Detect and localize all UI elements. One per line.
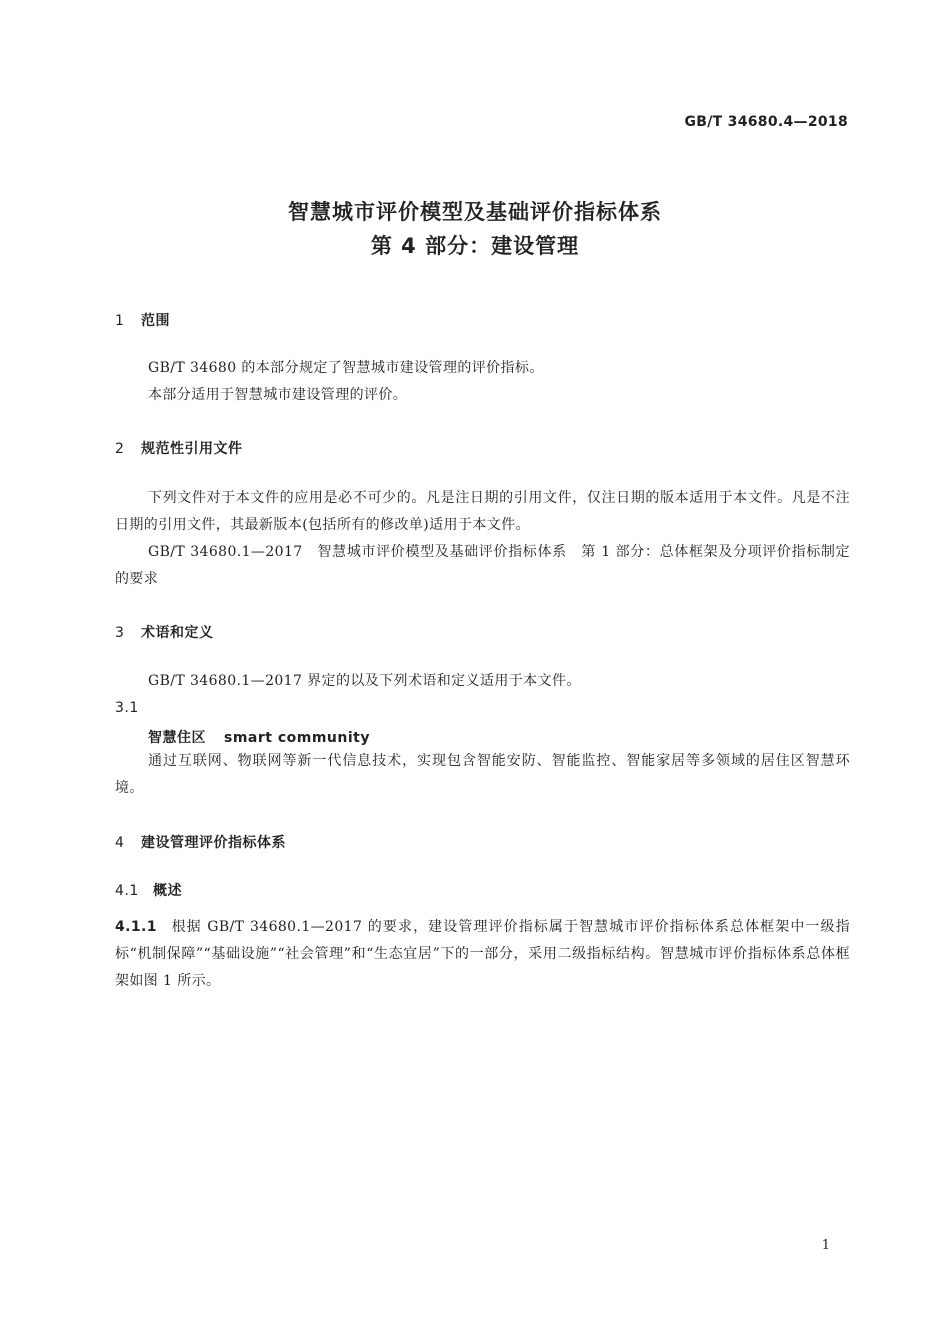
section-number: 1	[115, 313, 125, 329]
standard-number: GB/T 34680.4—2018	[684, 114, 848, 130]
paragraph: 下列文件对于本文件的应用是必不可少的。凡是注日期的引用文件，仅注日期的版本适用于本文件。凡是不注日期的引用文件，其最新版本(包括所有的修改单)适用于本文件。	[115, 490, 850, 533]
section-number: 2	[115, 441, 125, 457]
section-title: 规范性引用文件	[141, 441, 243, 457]
section-title: 范围	[141, 313, 170, 329]
subsection-4-1-heading	[115, 880, 182, 900]
section-title: 建设管理评价指标体系	[141, 835, 286, 851]
section-title: 术语和定义	[141, 625, 214, 641]
term-chinese: 智慧住区	[148, 730, 206, 746]
paragraph: 本部分适用于智慧城市建设管理的评价。	[148, 387, 408, 403]
paragraph: GB/T 34680.1—2017 智慧城市评价模型及基础评价指标体系 第 1 部分：总体框架及分项评价指标制定的要求	[115, 544, 850, 587]
section-2-heading	[115, 438, 243, 458]
paragraph: GB/T 34680.1—2017 界定的以及下列术语和定义适用于本文件。	[148, 673, 581, 689]
clause-number: 4.1.1	[115, 919, 157, 935]
subsection-number: 4.1	[115, 883, 139, 899]
subsection-title: 概述	[153, 883, 182, 899]
clause-4-1-1	[115, 914, 850, 995]
doc-title-line2: 第 4 部分：建设管理	[370, 234, 580, 258]
section-4-heading	[115, 832, 286, 852]
subclause-number: 3.1	[115, 700, 139, 716]
section-number: 4	[115, 835, 125, 851]
paragraph: GB/T 34680 的本部分规定了智慧城市建设管理的评价指标。	[148, 360, 544, 376]
doc-title-line1: 智慧城市评价模型及基础评价指标体系	[288, 200, 662, 224]
section-1-heading	[115, 310, 170, 330]
term-english: smart community	[224, 730, 370, 746]
section-number: 3	[115, 625, 125, 641]
section-3-heading	[115, 622, 214, 642]
clause-text: 根据 GB/T 34680.1—2017 的要求，建设管理评价指标属于智慧城市评价指标体系总体框架中一级指标“机制保障”“基础设施”“社会管理”和“生态宜居”下的一部分，采用二级指标结构。智慧城市评价指标体系总体框架如图 1 所示。	[115, 919, 850, 989]
term-definition: 通过互联网、物联网等新一代信息技术，实现包含智能安防、智能监控、智能家居等多领域的居住区智慧环境。	[115, 753, 850, 796]
term-entry	[148, 727, 370, 747]
page-number: 1	[821, 1238, 830, 1253]
